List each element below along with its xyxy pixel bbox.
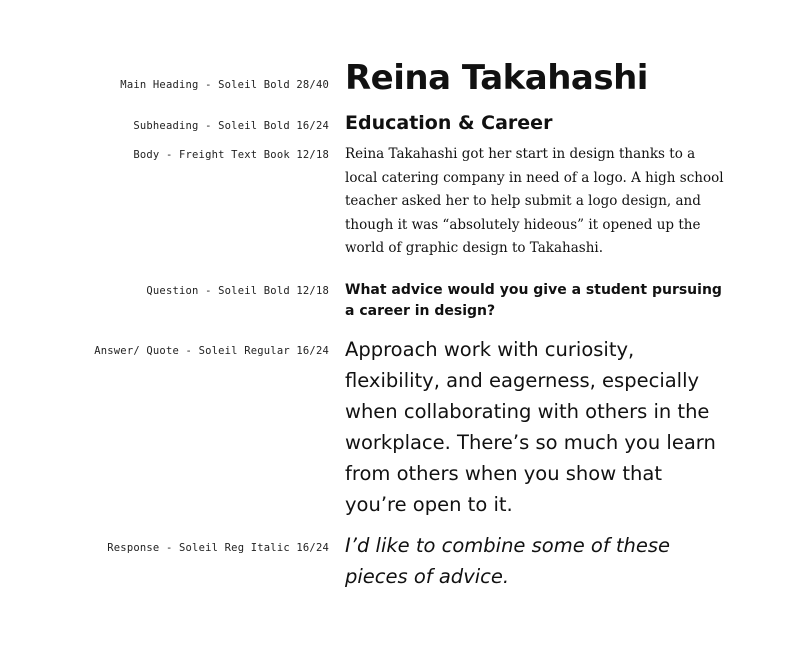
body-paragraph (345, 143, 724, 261)
answer-quote (345, 334, 715, 520)
label-main-heading: Main Heading - Soleil Bold 28/40 (120, 79, 329, 91)
label-answer: Answer/ Quote - Soleil Regular 16/24 (94, 345, 329, 357)
body-line: Reina Takahashi got her start in design thanks to a (345, 146, 696, 162)
response-line: pieces of advice. (345, 565, 510, 588)
answer-line: from others when you show that (345, 462, 662, 485)
body-line: though it was “absolutely hideous” it opened up the (345, 216, 701, 233)
main-heading: Reina Takahashi (345, 58, 648, 98)
answer-line: workplace. There’s so much you learn (345, 431, 716, 454)
answer-line: you’re open to it. (345, 493, 513, 516)
question (345, 280, 722, 322)
body-line: world of graphic design to Takahashi. (345, 240, 604, 256)
subheading: Education & Career (345, 112, 553, 134)
question-line: What advice would you give a student pursuing (345, 282, 722, 298)
body-line: local catering company in need of a logo. A high school (345, 169, 724, 186)
label-response: Response - Soleil Reg Italic 16/24 (107, 542, 329, 554)
label-body: Body - Freight Text Book 12/18 (133, 149, 329, 161)
response (345, 530, 715, 592)
question-line: a career in design? (345, 303, 496, 319)
body-line: teacher asked her to help submit a logo design, and (345, 193, 701, 209)
answer-line: Approach work with curiosity, (345, 338, 635, 361)
answer-line: flexibility, and eagerness, especially (345, 369, 700, 392)
label-subheading: Subheading - Soleil Bold 16/24 (133, 120, 329, 132)
answer-line: when collaborating with others in the (345, 400, 710, 423)
label-question: Question - Soleil Bold 12/18 (146, 285, 329, 297)
response-line: I’d like to combine some of these (345, 534, 671, 557)
